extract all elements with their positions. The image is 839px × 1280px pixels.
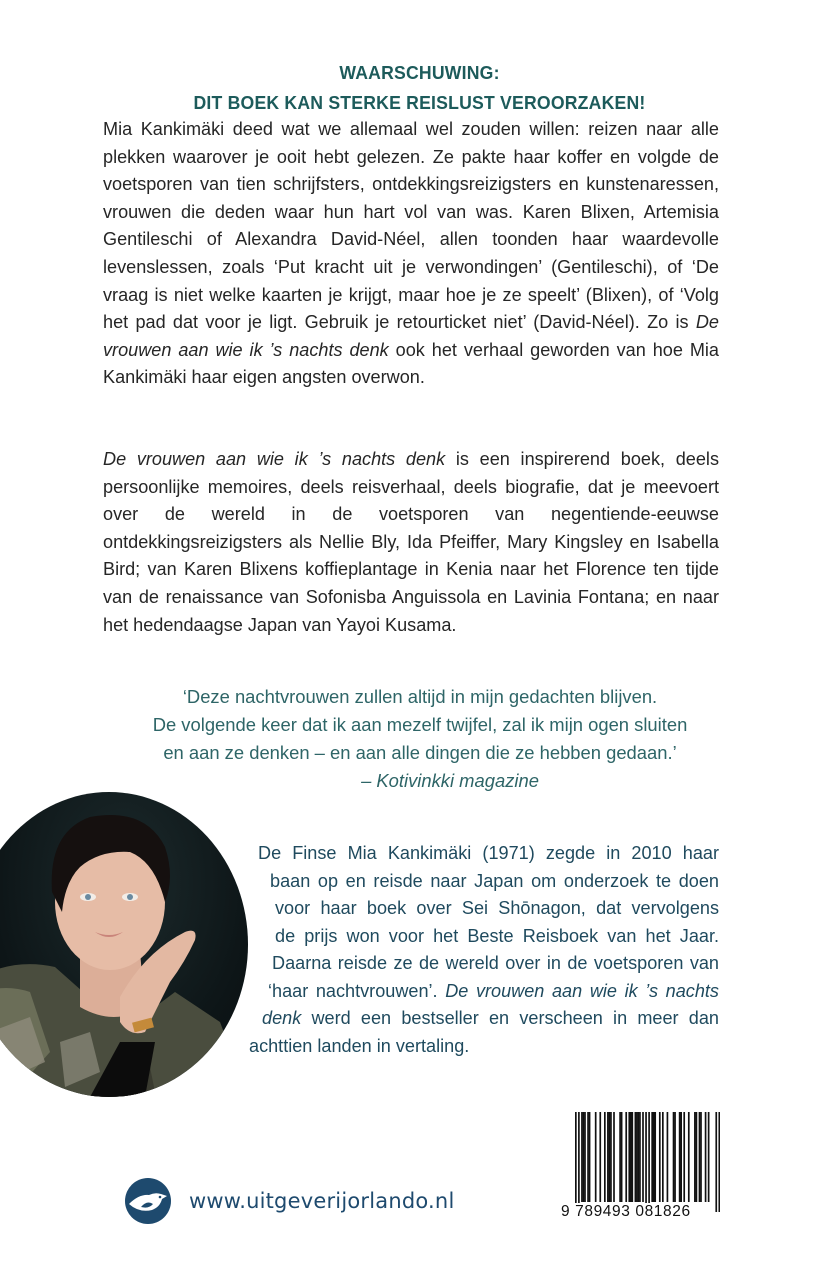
barcode-bar [645, 1112, 647, 1212]
barcode-bar [651, 1112, 653, 1202]
bio-text: ‘haar nachtvrouwen’. [268, 980, 446, 1001]
blurb-text: Mia Kankimäki deed wat we allemaal wel zouden willen: reizen naar alle plekken waarover je ooit hebt gelezen. Ze pakte haar koffer en volgde de voetsporen van tien schrijfsters, ontdekkingsreizigsters en kunstenaressen, vrouwen die deden waar hun hart vol van was. Karen Blixen, Artemisia Gentileschi of Alexandra David-Néel, allen toonden haar waardevolle levenslessen, zoals ‘Put kracht uit je verwondingen’ (Gentileschi), of ‘De vraag is niet welke kaarten je krijgt, maar hoe je ze speelt’ (Blixen), of ‘Volg het pad dat voor je ligt. Gebruik je retourticket niet’ (David-Néel). Zo is [103, 119, 719, 333]
barcode-bar [589, 1112, 591, 1202]
barcode-bar [575, 1112, 577, 1212]
barcode-bar [631, 1112, 633, 1202]
warning-heading-line2: DIT BOEK KAN STERKE REISLUST VEROORZAKEN! [193, 93, 646, 113]
barcode-bar [625, 1112, 627, 1202]
barcode-bar [595, 1112, 597, 1202]
blurb-text: is een inspirerend boek, deels persoonlijke memoires, deels reisverhaal, deels biografie, dat je meevoert over de wereld in de voetsporen van negentiende-eeuwse ontdekkingsreizigsters als Nellie Bly, Ida Pfeiffer, Mary Kingsley en Isabella Bird; van Karen Blixens koffieplantage in Kenia naar het Florence ten tijde van de renaissance van Sofonisba Anguissola en Lavinia Fontana; en naar het hedendaagse Japan van Yayoi Kusama. [103, 449, 719, 635]
barcode-bar [659, 1112, 661, 1202]
barcode-bars [575, 1112, 720, 1212]
barcode-bar [699, 1112, 701, 1202]
bio-text: werd een bestseller en verscheen in meer dan [301, 1008, 719, 1028]
barcode-bar [653, 1112, 655, 1202]
book-title-italic: De vrouwen aan wie ik ’s nachts denk [103, 449, 446, 469]
bio-line: voor haar boek over Sei Shōnagon, dat vervolgens [275, 898, 719, 918]
warning-heading [0, 58, 839, 118]
blurb-text: ook het verhaal geworden van hoe Mia Kankimäki haar eigen angsten overwon. [103, 339, 719, 388]
bio-line: Daarna reisde ze de wereld over in de voetsporen van [272, 953, 719, 973]
barcode-bar [628, 1112, 630, 1202]
barcode-bar [673, 1112, 675, 1202]
book-title-italic: denk [262, 1008, 302, 1028]
author-bio [0, 840, 719, 1060]
barcode-bar [679, 1112, 681, 1202]
book-title-italic: De vrouwen aan wie ik ’s nachts [445, 980, 719, 1001]
barcode-bar [619, 1112, 621, 1202]
barcode-bar [674, 1112, 676, 1202]
barcode-bar [636, 1112, 638, 1202]
barcode-bar [662, 1112, 664, 1202]
barcode-bar [683, 1112, 685, 1202]
bio-line [0, 1005, 719, 1033]
barcode-bar [635, 1112, 637, 1202]
barcode-bar [642, 1112, 644, 1202]
bio-line: baan op en reisde naar Japan om onderzoek te doen [270, 870, 719, 891]
bio-line: De Finse Mia Kankimäki (1971) zegde in 2010 haar [258, 843, 719, 863]
bio-line: de prijs won voor het Beste Reisboek van het Jaar. [275, 925, 719, 946]
publisher-url[interactable]: www.uitgeverijorlando.nl [189, 1189, 455, 1213]
barcode-bar [696, 1112, 698, 1202]
barcode-bar [621, 1112, 623, 1202]
barcode-bar [694, 1112, 696, 1202]
barcode-bar [609, 1112, 611, 1202]
bio-line: achttien landen in vertaling. [249, 1035, 470, 1056]
barcode-bar [578, 1112, 580, 1212]
barcode-bar [680, 1112, 682, 1202]
quote-source: – Kotivinkki magazine [361, 770, 539, 791]
barcode-bar [667, 1112, 669, 1202]
publisher-footer [125, 1178, 454, 1224]
barcode-bar [583, 1112, 585, 1202]
barcode-bar [648, 1112, 650, 1212]
blurb-paragraph-2 [103, 446, 719, 639]
barcode-bar [639, 1112, 641, 1202]
barcode-bar [630, 1112, 632, 1202]
isbn-number: 9 789493 081826 [561, 1203, 691, 1220]
review-quote [100, 683, 740, 795]
barcode-bar [604, 1112, 606, 1202]
barcode-bar [581, 1112, 583, 1202]
bio-line [0, 978, 719, 1006]
barcode-bar [705, 1112, 707, 1202]
quote-line: ‘Deze nachtvrouwen zullen altijd in mijn gedachten blijven. [182, 686, 658, 707]
barcode-bar [715, 1112, 717, 1212]
barcode-bar [700, 1112, 702, 1202]
barcode-bar [613, 1112, 615, 1202]
bird-icon [125, 1178, 171, 1224]
book-title-italic: De vrouwen aan wie ik ’s nachts denk [103, 312, 719, 360]
quote-line: en aan ze denken – en aan alle dingen die ze hebben gedaan.’ [163, 742, 677, 763]
blurb-paragraph-1 [103, 116, 719, 392]
barcode-bar [607, 1112, 609, 1202]
barcode-bar [638, 1112, 640, 1202]
barcode-bar [688, 1112, 690, 1202]
barcode-bar [610, 1112, 612, 1202]
barcode-bar [599, 1112, 601, 1202]
warning-heading-line1: WAARSCHUWING: [339, 63, 500, 83]
barcode-bar [708, 1112, 710, 1202]
quote-line: De volgende keer dat ik aan mezelf twijfel, zal ik mijn ogen sluiten [152, 714, 688, 735]
barcode-bar [654, 1112, 656, 1202]
barcode-bar [584, 1112, 586, 1202]
barcode-bar [587, 1112, 589, 1202]
barcode-bar [718, 1112, 720, 1212]
